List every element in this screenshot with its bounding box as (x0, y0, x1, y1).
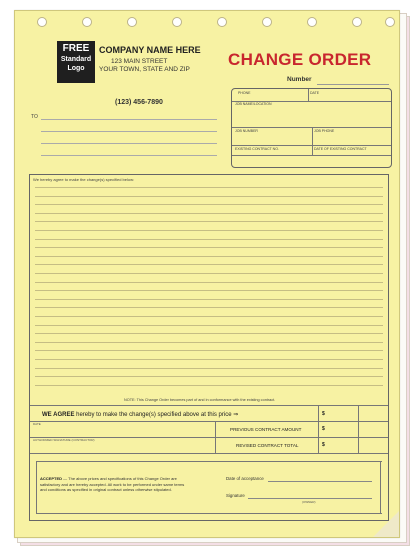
divider (358, 405, 359, 453)
to-field[interactable] (41, 143, 217, 144)
to-field[interactable] (41, 119, 217, 120)
binding-hole (262, 17, 272, 27)
we-agree-bold: WE AGREE (42, 412, 75, 418)
accepted-bold: ACCEPTED (40, 476, 63, 481)
ruled-line[interactable] (35, 385, 383, 386)
binding-hole (37, 17, 47, 27)
binding-hole (352, 17, 362, 27)
logo-free-text: FREE (62, 43, 90, 54)
ruled-line[interactable] (35, 204, 383, 205)
divider (36, 461, 382, 462)
form-title: CHANGE ORDER (228, 50, 372, 69)
job-number-label: JOB NUMBER (235, 129, 258, 133)
to-field[interactable] (41, 131, 217, 132)
ruled-line[interactable] (35, 196, 383, 197)
phone-field-label: PHONE (238, 91, 251, 95)
ruled-line[interactable] (35, 273, 383, 274)
ruled-line[interactable] (35, 333, 383, 334)
ruled-line[interactable] (35, 230, 383, 231)
ruled-line[interactable] (35, 307, 383, 308)
divider (312, 127, 313, 155)
owner-label: (OWNER) (302, 500, 316, 504)
change-details-box (29, 174, 389, 521)
ruled-line[interactable] (35, 221, 383, 222)
company-city: YOUR TOWN, STATE AND ZIP (99, 66, 190, 73)
ruled-line[interactable] (35, 350, 383, 351)
date-of-acceptance-field[interactable] (268, 481, 372, 482)
revised-contract-total-label: REVISED CONTRACT TOTAL (236, 443, 299, 448)
company-name: COMPANY NAME HERE (99, 45, 201, 55)
divider (232, 155, 391, 156)
previous-contract-amount-label: PREVIOUS CONTRACT AMOUNT (230, 427, 302, 432)
signature-label: Signature (226, 493, 245, 498)
binding-hole (82, 17, 92, 27)
divider (380, 461, 381, 513)
ruled-line[interactable] (35, 187, 383, 188)
arrow-icon: ⇒ (233, 412, 239, 418)
contract-note: NOTE: This Change Order becomes part of and in conformance with the existing contract. (124, 398, 276, 402)
change-order-form (14, 10, 400, 538)
ruled-line[interactable] (35, 256, 383, 257)
divider (215, 437, 388, 438)
date-label: DATE (33, 422, 41, 426)
to-field[interactable] (41, 155, 217, 156)
logo-line2: Logo (67, 65, 85, 72)
ruled-line[interactable] (35, 368, 383, 369)
ruled-line[interactable] (35, 342, 383, 343)
to-label: TO (31, 114, 38, 120)
we-agree-statement (42, 411, 238, 418)
ruled-line[interactable] (35, 299, 383, 300)
ruled-line[interactable] (35, 264, 383, 265)
binding-hole (127, 17, 137, 27)
owner-signature-field[interactable] (248, 498, 372, 499)
divider (36, 461, 37, 513)
ruled-line[interactable] (35, 290, 383, 291)
ruled-line[interactable] (35, 359, 383, 360)
divider (30, 453, 388, 454)
date-of-acceptance-label: Date of acceptance (226, 476, 264, 481)
binding-hole (385, 17, 395, 27)
divider (30, 405, 388, 406)
company-street: 123 MAIN STREET (111, 58, 168, 65)
existing-contract-no-label: EXISTING CONTRACT NO. (235, 147, 279, 151)
date-existing-contract-label: DATE OF EXISTING CONTRACT (314, 147, 367, 151)
divider (30, 421, 388, 422)
form-pad (14, 10, 412, 548)
authorized-signature-label: AUTHORIZED SIGNATURE (CONTRACTOR) (33, 438, 95, 442)
ruled-line[interactable] (35, 316, 383, 317)
accepted-body: — The above prices and specifications of this Change Order are satisfactory and are hereby accepted. All work to be performed under same terms and conditions as specified in original contract unless otherwise stipulated. (40, 476, 185, 493)
ruled-line[interactable] (35, 213, 383, 214)
divider (232, 145, 391, 146)
ruled-line[interactable] (35, 239, 383, 240)
ruled-line[interactable] (35, 282, 383, 283)
job-info-box (231, 88, 392, 168)
page-curl (373, 511, 399, 537)
ruled-line[interactable] (35, 247, 383, 248)
acceptance-statement (40, 476, 190, 493)
job-phone-label: JOB PHONE (314, 129, 335, 133)
company-phone: (123) 456-7890 (115, 99, 163, 106)
company-logo (57, 41, 95, 83)
number-field[interactable] (317, 84, 389, 85)
ruled-line[interactable] (35, 376, 383, 377)
date-field-label: DATE (310, 91, 320, 95)
divider (308, 89, 309, 101)
divider (318, 405, 319, 453)
binding-hole (172, 17, 182, 27)
intro-text: We hereby agree to make the change(s) specified below: (33, 177, 135, 182)
logo-line1: Standard (60, 56, 92, 63)
we-agree-rest: hereby to make the change(s) specified above at this price (76, 412, 232, 418)
price-dollar-sign: $ (322, 411, 325, 417)
previous-amount-dollar: $ (322, 426, 325, 432)
revised-total-dollar: $ (322, 442, 325, 448)
number-label: Number (287, 76, 312, 83)
job-name-location-label: JOB NAME/LOCATION (235, 102, 272, 106)
divider (36, 513, 382, 514)
binding-hole (307, 17, 317, 27)
binding-hole (217, 17, 227, 27)
ruled-line[interactable] (35, 325, 383, 326)
